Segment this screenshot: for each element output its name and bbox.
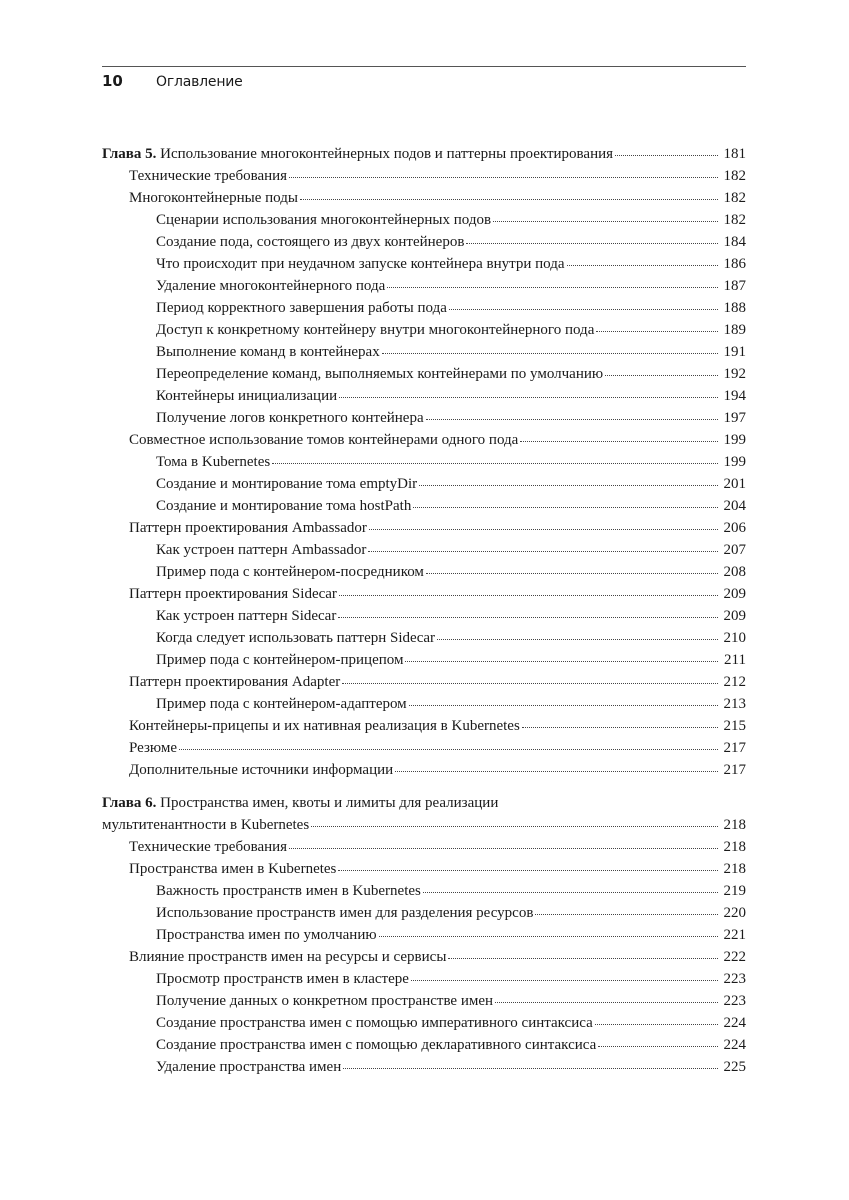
entry-title: Пространства имен в Kubernetes xyxy=(129,861,337,877)
toc-section[interactable] xyxy=(102,858,746,880)
page-ref: 210 xyxy=(723,630,746,646)
dot-leader xyxy=(272,462,718,464)
toc-subsection[interactable] xyxy=(102,1012,746,1034)
entry-title: Создание пространства имен с помощью императивного синтаксиса xyxy=(156,1015,593,1031)
toc-subsection[interactable] xyxy=(102,297,746,319)
entry-title: Влияние пространств имен на ресурсы и сервисы xyxy=(129,949,447,965)
page-ref: 182 xyxy=(723,190,746,206)
dot-leader xyxy=(449,308,718,310)
dot-leader xyxy=(448,957,718,959)
dot-leader xyxy=(466,242,718,244)
toc-subsection[interactable] xyxy=(102,605,746,627)
toc-subsection[interactable] xyxy=(102,385,746,407)
toc-subsection[interactable] xyxy=(102,968,746,990)
page-ref: 218 xyxy=(723,839,746,855)
dot-leader xyxy=(495,1001,718,1003)
toc-subsection[interactable] xyxy=(102,880,746,902)
entry-title: Просмотр пространств имен в кластере xyxy=(156,971,409,987)
page-ref: 225 xyxy=(723,1059,746,1075)
dot-leader xyxy=(437,638,718,640)
page-ref: 218 xyxy=(723,861,746,877)
chapter-label: Глава 5. xyxy=(102,146,157,162)
dot-leader xyxy=(426,572,718,574)
entry-title: Как устроен паттерн Sidecar xyxy=(156,608,337,624)
dot-leader xyxy=(411,979,718,981)
dot-leader xyxy=(419,484,718,486)
entry-title: Паттерн проектирования Adapter xyxy=(129,674,341,690)
toc-subsection[interactable] xyxy=(102,649,746,671)
page-ref: 209 xyxy=(723,608,746,624)
toc-subsection[interactable] xyxy=(102,561,746,583)
page-ref: 184 xyxy=(723,234,746,250)
entry-title: Паттерн проектирования Sidecar xyxy=(129,586,337,602)
entry-title: Важность пространств имен в Kubernetes xyxy=(156,883,421,899)
toc-subsection[interactable] xyxy=(102,231,746,253)
page-ref: 189 xyxy=(723,322,746,338)
page-ref: 204 xyxy=(723,498,746,514)
dot-leader xyxy=(615,154,718,156)
page-ref: 212 xyxy=(723,674,746,690)
table-of-contents xyxy=(102,143,746,1078)
entry-title: Контейнеры-прицепы и их нативная реализация в Kubernetes xyxy=(129,718,520,734)
toc-section[interactable] xyxy=(102,946,746,968)
entry-title: Получение логов конкретного контейнера xyxy=(156,410,424,426)
page-ref: 191 xyxy=(723,344,746,360)
dot-leader xyxy=(520,440,718,442)
entry-title: Что происходит при неудачном запуске контейнера внутри пода xyxy=(156,256,565,272)
dot-leader xyxy=(338,869,718,871)
toc-section[interactable] xyxy=(102,836,746,858)
toc-subsection[interactable] xyxy=(102,924,746,946)
entry-title: Технические требования xyxy=(129,839,288,855)
dot-leader xyxy=(409,704,718,706)
dot-leader xyxy=(413,506,718,508)
dot-leader xyxy=(405,660,718,662)
dot-leader xyxy=(535,913,718,915)
toc-subsection[interactable] xyxy=(102,341,746,363)
entry-title: Резюме xyxy=(129,740,178,756)
entry-title: Получение данных о конкретном пространстве имен xyxy=(156,993,494,1009)
page-ref: 181 xyxy=(723,146,746,162)
entry-title: Многоконтейнерные поды xyxy=(129,190,298,206)
dot-leader xyxy=(387,286,718,288)
entry-title: Использование пространств имен для разделения ресурсов xyxy=(156,905,534,921)
toc-subsection[interactable] xyxy=(102,902,746,924)
toc-section[interactable] xyxy=(102,715,746,737)
page-ref: 209 xyxy=(723,586,746,602)
page-ref: 199 xyxy=(723,432,746,448)
toc-subsection[interactable] xyxy=(102,451,746,473)
chapter-title-line2: мультитенантности в Kubernetes xyxy=(102,817,310,833)
dot-leader xyxy=(595,1023,718,1025)
toc-subsection[interactable] xyxy=(102,253,746,275)
toc-section[interactable] xyxy=(102,187,746,209)
entry-title: Пример пода с контейнером-посредником xyxy=(156,564,424,580)
dot-leader xyxy=(369,528,718,530)
chapter-heading[interactable] xyxy=(102,143,746,165)
toc-section[interactable] xyxy=(102,517,746,539)
page-ref: 219 xyxy=(723,883,746,899)
page-ref: 220 xyxy=(723,905,746,921)
entry-title: Доступ к конкретному контейнеру внутри многоконтейнерного пода xyxy=(156,322,595,338)
dot-leader xyxy=(289,847,718,849)
dot-leader xyxy=(605,374,718,376)
chapter-label: Глава 6. xyxy=(102,795,157,811)
entry-title: Удаление многоконтейнерного пода xyxy=(156,278,386,294)
page-ref: 222 xyxy=(723,949,746,965)
page-ref: 215 xyxy=(723,718,746,734)
dot-leader xyxy=(289,176,718,178)
dot-leader xyxy=(368,550,718,552)
chapter-title: Пространства имен, квоты и лимиты для реализации xyxy=(160,795,499,811)
page-ref: 194 xyxy=(723,388,746,404)
dot-leader xyxy=(598,1045,718,1047)
entry-title: Технические требования xyxy=(129,168,288,184)
entry-title: Пример пода с контейнером-адаптером xyxy=(156,696,407,712)
dot-leader xyxy=(179,748,718,750)
toc-section[interactable] xyxy=(102,583,746,605)
dot-leader xyxy=(382,352,718,354)
toc-subsection[interactable] xyxy=(102,1034,746,1056)
chapter-gap xyxy=(102,781,746,792)
toc-section[interactable] xyxy=(102,165,746,187)
entry-title: Когда следует использовать паттерн Sidecar xyxy=(156,630,436,646)
page-ref: 211 xyxy=(724,652,746,668)
entry-title: Выполнение команд в контейнерах xyxy=(156,344,380,360)
toc-subsection[interactable] xyxy=(102,627,746,649)
page-ref: 197 xyxy=(723,410,746,426)
toc-subsection[interactable] xyxy=(102,209,746,231)
toc-subsection[interactable] xyxy=(102,363,746,385)
page-ref: 223 xyxy=(723,971,746,987)
entry-title: Совместное использование томов контейнерами одного пода xyxy=(129,432,519,448)
dot-leader xyxy=(423,891,718,893)
toc-subsection[interactable] xyxy=(102,407,746,429)
page-number: 10 xyxy=(102,72,123,90)
entry-title: Создание пода, состоящего из двух контейнеров xyxy=(156,234,465,250)
page-ref: 187 xyxy=(723,278,746,294)
dot-leader xyxy=(426,418,718,420)
header-rule xyxy=(102,66,746,67)
page-ref: 206 xyxy=(723,520,746,536)
page-ref: 208 xyxy=(723,564,746,580)
page-ref: 218 xyxy=(723,817,746,833)
toc-subsection[interactable] xyxy=(102,539,746,561)
entry-title: Создание пространства имен с помощью декларативного синтаксиса xyxy=(156,1037,597,1053)
running-title: Оглавление xyxy=(156,74,243,90)
page-ref: 224 xyxy=(723,1037,746,1053)
entry-title: Дополнительные источники информации xyxy=(129,762,394,778)
page-ref: 192 xyxy=(723,366,746,382)
dot-leader xyxy=(596,330,718,332)
entry-title: Тома в Kubernetes xyxy=(156,454,271,470)
page-ref: 201 xyxy=(723,476,746,492)
chapter-title: Использование многоконтейнерных подов и паттерны проектирования xyxy=(160,146,614,162)
page-ref: 186 xyxy=(723,256,746,272)
dot-leader xyxy=(338,616,718,618)
entry-title: Период корректного завершения работы пода xyxy=(156,300,447,316)
entry-title: Как устроен паттерн Ambassador xyxy=(156,542,367,558)
dot-leader xyxy=(343,1067,718,1069)
page-ref: 223 xyxy=(723,993,746,1009)
page-ref: 182 xyxy=(723,168,746,184)
page-ref: 217 xyxy=(723,762,746,778)
entry-title: Создание и монтирование тома emptyDir xyxy=(156,476,418,492)
entry-title: Переопределение команд, выполняемых контейнерами по умолчанию xyxy=(156,366,604,382)
entry-title: Пространства имен по умолчанию xyxy=(156,927,377,943)
dot-leader xyxy=(493,220,718,222)
dot-leader xyxy=(567,264,718,266)
page-ref: 213 xyxy=(723,696,746,712)
dot-leader xyxy=(339,396,718,398)
toc-section[interactable] xyxy=(102,671,746,693)
toc-subsection[interactable] xyxy=(102,693,746,715)
toc-subsection[interactable] xyxy=(102,495,746,517)
dot-leader xyxy=(395,770,718,772)
toc-section[interactable] xyxy=(102,759,746,781)
toc-subsection[interactable] xyxy=(102,473,746,495)
page-ref: 224 xyxy=(723,1015,746,1031)
entry-title: Сценарии использования многоконтейнерных подов xyxy=(156,212,492,228)
page-ref: 217 xyxy=(723,740,746,756)
dot-leader xyxy=(300,198,718,200)
dot-leader xyxy=(342,682,718,684)
dot-leader xyxy=(339,594,718,596)
entry-title: Контейнеры инициализации xyxy=(156,388,338,404)
chapter-heading[interactable] xyxy=(102,792,746,814)
page-ref: 207 xyxy=(723,542,746,558)
entry-title: Пример пода с контейнером-прицепом xyxy=(156,652,404,668)
dot-leader xyxy=(311,825,718,827)
toc-subsection[interactable] xyxy=(102,275,746,297)
toc-subsection[interactable] xyxy=(102,990,746,1012)
entry-title: Паттерн проектирования Ambassador xyxy=(129,520,367,536)
toc-subsection[interactable] xyxy=(102,319,746,341)
entry-title: Удаление пространства имен xyxy=(156,1059,342,1075)
page-ref: 188 xyxy=(723,300,746,316)
dot-leader xyxy=(379,935,718,937)
chapter-heading-continued[interactable] xyxy=(102,814,746,836)
page-ref: 221 xyxy=(723,927,746,943)
dot-leader xyxy=(522,726,718,728)
entry-title: Создание и монтирование тома hostPath xyxy=(156,498,412,514)
page-header xyxy=(102,72,243,94)
toc-section[interactable] xyxy=(102,429,746,451)
toc-subsection[interactable] xyxy=(102,1056,746,1078)
page-ref: 199 xyxy=(723,454,746,470)
toc-section[interactable] xyxy=(102,737,746,759)
page-ref: 182 xyxy=(723,212,746,228)
